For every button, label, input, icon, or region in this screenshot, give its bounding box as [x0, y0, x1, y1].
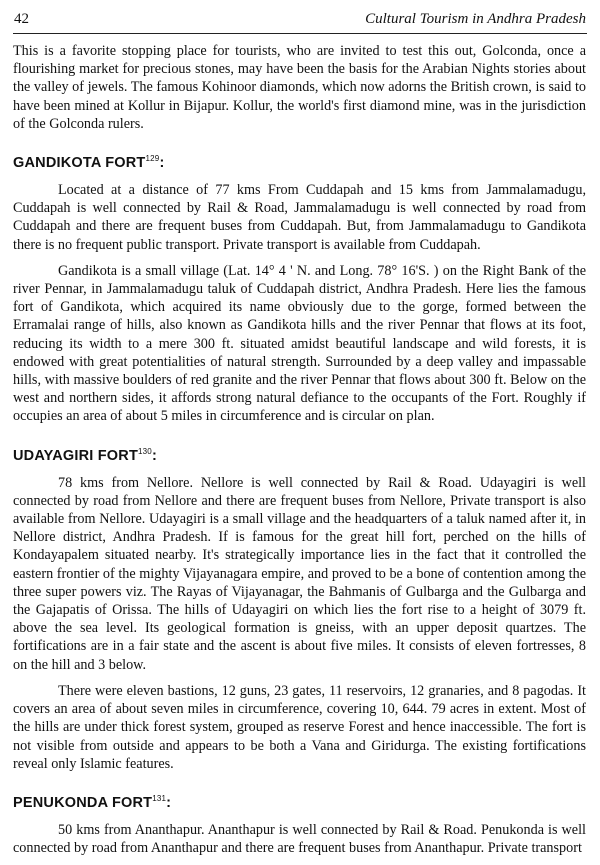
page-number: 42 — [14, 11, 29, 27]
footnote-ref: 129 — [145, 154, 160, 164]
section-paragraph: 50 kms from Ananthapur. Ananthapur is well connected by Rail & Road. Penukonda is well connected by road from Ananthapur and there are frequent buses from Ananthapur. Private transport — [13, 821, 586, 857]
book-title: Cultural Tourism in Andhra Pradesh — [365, 11, 586, 27]
section-paragraph: Located at a distance of 77 kms From Cuddapah and 15 kms from Jammalamadugu, Cuddapah is well connected by Rail & Road, Jammalamadugu is well connected by road from Cuddapah and there are frequent buses from Cuddapah. But, from Jammalamadugu to Gandikota there is no frequent public transport. Private transport is available from Cuddapah. — [13, 182, 586, 253]
page-body — [13, 42, 586, 865]
section-heading-penukonda: PENUKONDA FORT$^{131}$: — [13, 793, 172, 811]
section-heading-udayagiri: UDAYAGIRI FORT$^{130}$: — [13, 446, 157, 464]
footnote-ref: 131 — [152, 793, 167, 803]
header-rule — [13, 33, 587, 34]
section-heading-gandikota: GANDIKOTA FORT$^{129}$: — [13, 154, 165, 172]
section-paragraph: There were eleven bastions, 12 guns, 23 gates, 11 reservoirs, 12 granaries, and 8 pagodas. It covers an area of about seven miles in circumference, covering 10, 644. 79 acres in extent. Most of the hills are under thick forest system, grouped as reserve Forest and hence inaccessible. The fort is not visible from outside and appears to be both a Vana and Giridurga. The existing fortifications reveal only Islamic features. — [13, 682, 586, 772]
section-paragraph: 78 kms from Nellore. Nellore is well connected by Rail & Road. Udayagiri is well connected by road from Nellore and there are frequent buses from Nellore, Private transport is also available from Nellore. Udayagiri is a small village and the headquarters of a taluk named after it, in Nellore district, Andhra Pradesh. If is famous for the great hill fort, perched on the hills of Kondayapalem situated nearby. It's strategically importance lies in the fact that it controlled the eastern frontier of the mighty Vijayanagara empire, and proved to be a bone of contention among the three super powers viz. The Rayas of Vijayanagar, the Bahmanis of Gulbarga and the Gulbarga and the Gajapatis of Orissa. The hills of Udayagiri on which lies the fort rise to a height of 3079 ft. above the sea level. Its geological formation is gneiss, with an upper deposit quartzes. The fortifications are in a fair state and the ascent is about five miles. It consists of eleven fortresses, 8 on the hill and 3 below. — [13, 474, 586, 673]
section-paragraph: Gandikota is a small village (Lat. 14° 4 ' N. and Long. 78° 16'S. ) on the Right Bank of the river Pennar, in Jammalamadugu taluk of Cuddapah district, Andhra Pradesh. Here lies the famous fort of Gandikota, which acquired its name obviously due to the gorge, formed between the Erramalai range of hills, also known as Gandikota hills and the river Pennar that flows at its foot, reducing its width to a mere 300 ft. situated amidst beautiful landscape and wild forests, it is endowed with great potentialities of natural strength. Surrounded by a deep valley and impassable hills, with massive boulders of red granite and the river Pennar that flows about 300 ft. Below on the west and northern sides, it affords strong natural defiance to the occupants of the Fort. Roughly if occupies an area of about 5 miles in circumference and is circular on plan. — [13, 262, 586, 425]
footnote-ref: 130 — [138, 446, 152, 456]
intro-paragraph: This is a favorite stopping place for tourists, who are invited to test this out, Golconda, once a flourishing market for precious stones, may have been the basis for the Arabian Nights stories about the valley of jewels. The famous Kohinoor diamonds, which now adorns the British crown, is said to have been mined at Kollur in Bijapur. Kollur, the world's first diamond mine, was in the jurisdiction of the Golconda rulers. — [13, 43, 586, 132]
